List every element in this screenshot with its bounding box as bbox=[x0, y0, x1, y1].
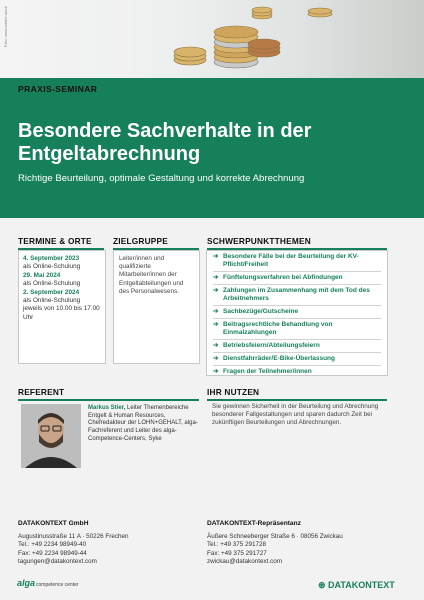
topic-item: ➔ Besondere Fälle bei der Beurteilung der KV-Pflicht/Freiheit bbox=[213, 251, 381, 272]
arrow-right-icon: ➔ bbox=[213, 321, 219, 328]
date-value: 29. Mai 2024 bbox=[23, 271, 61, 279]
footer-address: Augustinusstraße 11 A · 50226 Frechen bbox=[18, 532, 129, 540]
footer-phone: Tel.: +49 2234 98949-40 bbox=[18, 541, 87, 549]
date-value: 4. September 2023 bbox=[23, 255, 80, 262]
arrow-right-icon: ➔ bbox=[213, 274, 219, 281]
arrow-right-icon: ➔ bbox=[213, 368, 219, 375]
nutzen-text: Sie gewinnen Sicherheit in der Beurteilung und Abrechnung besonderer Fallgestaltungen und sparen dadurch Zeit bei zukünftigen Beurteilungen und Abrechnungen. bbox=[212, 403, 379, 427]
datakontext-logo: ⊛ DATAKONTEXT bbox=[318, 580, 395, 590]
footer-office-name: DATAKONTEXT-Repräsentanz bbox=[207, 520, 301, 527]
referent-photo bbox=[21, 404, 81, 468]
date-place: als Online-Schulung bbox=[23, 297, 81, 305]
topic-list bbox=[207, 251, 387, 378]
schwerpunkte-box bbox=[206, 250, 388, 376]
alga-logo: algacompetence center bbox=[17, 578, 79, 588]
footer-company-name: DATAKONTEXT GmbH bbox=[18, 520, 89, 527]
footer-contact-frechen bbox=[18, 520, 129, 567]
footer-contact-zwickau bbox=[207, 520, 343, 567]
title-band bbox=[0, 78, 424, 218]
date-value: 2. September 2024 bbox=[23, 288, 80, 296]
coins-illustration bbox=[0, 0, 424, 78]
referent-bio bbox=[88, 405, 198, 444]
arrow-right-icon: ➔ bbox=[213, 308, 219, 315]
topic-item: ➔ Zahlungen im Zusammenhang mit dem Tod des Arbeitnehmers bbox=[213, 285, 381, 306]
footer-address: Äußere Schneeberger Straße 6 · 08056 Zwickau bbox=[207, 532, 343, 540]
page-title: Besondere Sachverhalte in der Entgeltabrechnung bbox=[18, 120, 312, 165]
topic-item: ➔ Fragen der Teilnehmer/innen bbox=[213, 368, 312, 375]
kicker-label: PRAXIS-SEMINAR bbox=[18, 84, 98, 94]
footer-fax: Fax: +49 2234 98949-44 bbox=[18, 549, 87, 557]
topic-item: ➔ Sachbezüge/Gutscheine bbox=[213, 306, 381, 319]
footer-phone: Tel.: +49 375 291728 bbox=[207, 541, 266, 549]
hero-image bbox=[0, 0, 424, 78]
date-item bbox=[23, 255, 101, 272]
zielgruppe-text: Leiter/innen und qualifizierte Mitarbeiter/innen der Entgeltabteilungen und des Personalwesens. bbox=[119, 255, 184, 295]
date-place: als Online-Schulung bbox=[23, 263, 81, 271]
topic-item: ➔ Betriebsfeiern/Abteilungsfeiern bbox=[213, 340, 381, 353]
topic-item: ➔ Fünftelungsverfahren bei Abfindungen bbox=[213, 272, 381, 285]
arrow-right-icon: ➔ bbox=[213, 287, 219, 294]
arrow-right-icon: ➔ bbox=[213, 342, 219, 349]
date-item bbox=[23, 289, 101, 306]
footer-email-link[interactable]: zwickau@datakontext.com bbox=[207, 558, 282, 566]
footer-email-link[interactable]: tagungen@datakontext.com bbox=[18, 558, 97, 566]
arrow-right-icon: ➔ bbox=[213, 253, 219, 260]
referent-description: Leiter Themenbereiche Entgelt & Human Resources, Chefredakteur der LOHN+GEHALT, alga-Fachreferent und Leiter des alga-Competence-Centers, Syke bbox=[88, 405, 198, 442]
nutzen-heading: IHR NUTZEN bbox=[207, 387, 387, 401]
referent-name: Markus Stier, bbox=[88, 405, 126, 411]
zielgruppe-heading: ZIELGRUPPE bbox=[113, 236, 199, 250]
termine-heading: TERMINE & ORTE bbox=[18, 236, 104, 250]
portrait-image bbox=[21, 404, 81, 468]
datakontext-logo-icon: ⊛ bbox=[318, 580, 329, 590]
termine-box bbox=[18, 250, 106, 364]
date-place: als Online-Schulung bbox=[23, 280, 81, 288]
footer-fax: Fax: +49 375 291727 bbox=[207, 549, 267, 557]
referent-heading: REFERENT bbox=[18, 387, 199, 401]
date-item bbox=[23, 272, 101, 289]
topic-item: ➔ Dienstfahrräder/E-Bike-Überlassung bbox=[213, 353, 381, 366]
topic-item: ➔ Beitragsrechtliche Behandlung von Einmalzahlungen bbox=[213, 319, 381, 340]
arrow-right-icon: ➔ bbox=[213, 355, 219, 362]
photo-credit: Foto: www.adobe.stock bbox=[3, 6, 8, 48]
page-subtitle: Richtige Beurteilung, optimale Gestaltung und korrekte Abrechnung bbox=[18, 173, 305, 184]
zielgruppe-box bbox=[113, 250, 200, 364]
alga-logo-sub: competence center bbox=[36, 582, 79, 588]
time-note: jeweils von 10.00 bis 17.00 Uhr bbox=[23, 305, 100, 321]
schwerpunkte-heading: SCHWERPUNKTTHEMEN bbox=[207, 236, 387, 250]
